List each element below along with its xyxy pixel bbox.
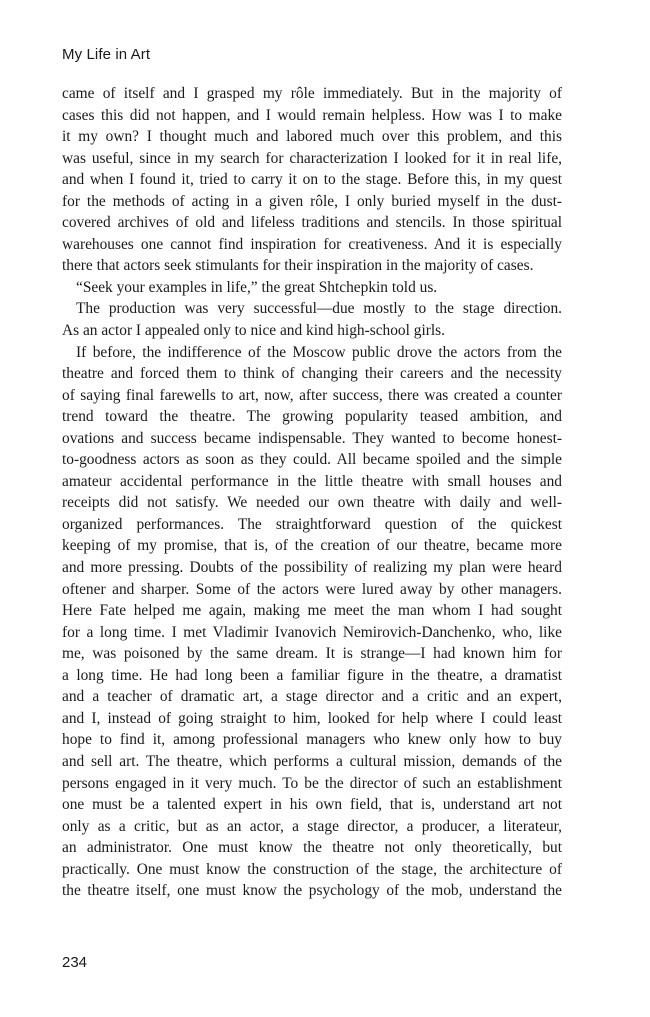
text-line: oftener and sharper. Some of the actors were lured away by other managers. xyxy=(62,580,562,598)
text-line: a long time. He had long been a familiar figure in the theatre, a dramatist xyxy=(62,666,562,684)
text-line: for a long time. I met Vladimir Ivanovich Nemirovich-Danchenko, who, like xyxy=(62,623,562,641)
text-line: was useful, since in my search for characterization I looked for it in real life, xyxy=(62,149,562,167)
running-head: My Life in Art xyxy=(62,46,151,63)
text-line: receipts did not satisfy. We needed our own theatre with daily and well- xyxy=(62,494,562,512)
text-line: for the methods of acting in a given rôle, I only buried myself in the dust- xyxy=(62,192,562,210)
page-number: 234 xyxy=(62,954,88,971)
text-line: practically. One must know the construction of the stage, the architecture of xyxy=(62,860,562,878)
text-line: As an actor I appealed only to nice and kind high-school girls. xyxy=(62,322,445,340)
text-line: amateur accidental performance in the little theatre with small houses and xyxy=(62,472,562,490)
text-line: it my own? I thought much and labored much over this problem, and this xyxy=(62,128,562,146)
text-line: the theatre itself, one must know the psychology of the mob, understand the xyxy=(62,882,562,900)
text-line: hope to find it, among professional managers who knew only how to buy xyxy=(62,731,562,749)
paragraph-4 xyxy=(62,342,562,902)
text-line: The production was very successful—due mostly to the stage direction. xyxy=(76,300,562,318)
paragraph-3 xyxy=(62,298,562,341)
text-line: of saying final farewells to art, now, after success, there was created a counter xyxy=(62,386,562,404)
paragraph-1 xyxy=(62,83,562,277)
text-line: theatre and forced them to think of changing their careers and the necessity xyxy=(62,365,562,383)
text-line: only as a critic, but as an actor, a stage director, a producer, a literateur, xyxy=(62,817,562,835)
paragraph-2 xyxy=(62,277,562,299)
text-line: me, was poisoned by the same dream. It is strange—I had known him for xyxy=(62,645,562,663)
text-line: persons engaged in it very much. To be the director of such an establishment xyxy=(62,774,562,792)
text-line: ovations and success became indispensable. They wanted to become honest- xyxy=(62,429,562,447)
text-line: and sell art. The theatre, which performs a cultural mission, demands of the xyxy=(62,752,562,770)
text-line: there that actors seek stimulants for their inspiration in the majority of cases. xyxy=(62,257,534,275)
text-line: and I, instead of going straight to him, looked for help where I could least xyxy=(62,709,562,727)
text-line: Here Fate helped me again, making me meet the man whom I had sought xyxy=(62,602,562,620)
text-line: “Seek your examples in life,” the great Shtchepkin told us. xyxy=(76,278,438,296)
text-line: organized performances. The straightforward question of the quickest xyxy=(62,515,562,533)
text-line: keeping of my promise, that is, of the creation of our theatre, became more xyxy=(62,537,562,555)
text-line: an administrator. One must know the theatre not only theoretically, but xyxy=(62,839,562,857)
text-line: one must be a talented expert in his own field, that is, understand art not xyxy=(62,796,562,814)
text-line: trend toward the theatre. The growing popularity teased ambition, and xyxy=(62,408,562,426)
body-text xyxy=(62,83,562,902)
text-line: cases this did not happen, and I would remain helpless. How was I to make xyxy=(62,106,562,124)
text-line: covered archives of old and lifeless traditions and stencils. In those spiritual xyxy=(62,214,562,232)
text-line: and more pressing. Doubts of the possibility of realizing my plan were heard xyxy=(62,559,562,577)
text-line: and when I found it, tried to carry it on to the stage. Before this, in my quest xyxy=(62,171,562,189)
text-line: If before, the indifference of the Moscow public drove the actors from the xyxy=(76,343,562,361)
text-line: to-goodness actors as soon as they could. All became spoiled and the simple xyxy=(62,451,562,469)
text-line: and a teacher of dramatic art, a stage director and a critic and an expert, xyxy=(62,688,562,706)
text-line: warehouses one cannot find inspiration for creativeness. And it is especially xyxy=(62,235,562,253)
text-line: came of itself and I grasped my rôle immediately. But in the majority of xyxy=(62,85,562,102)
